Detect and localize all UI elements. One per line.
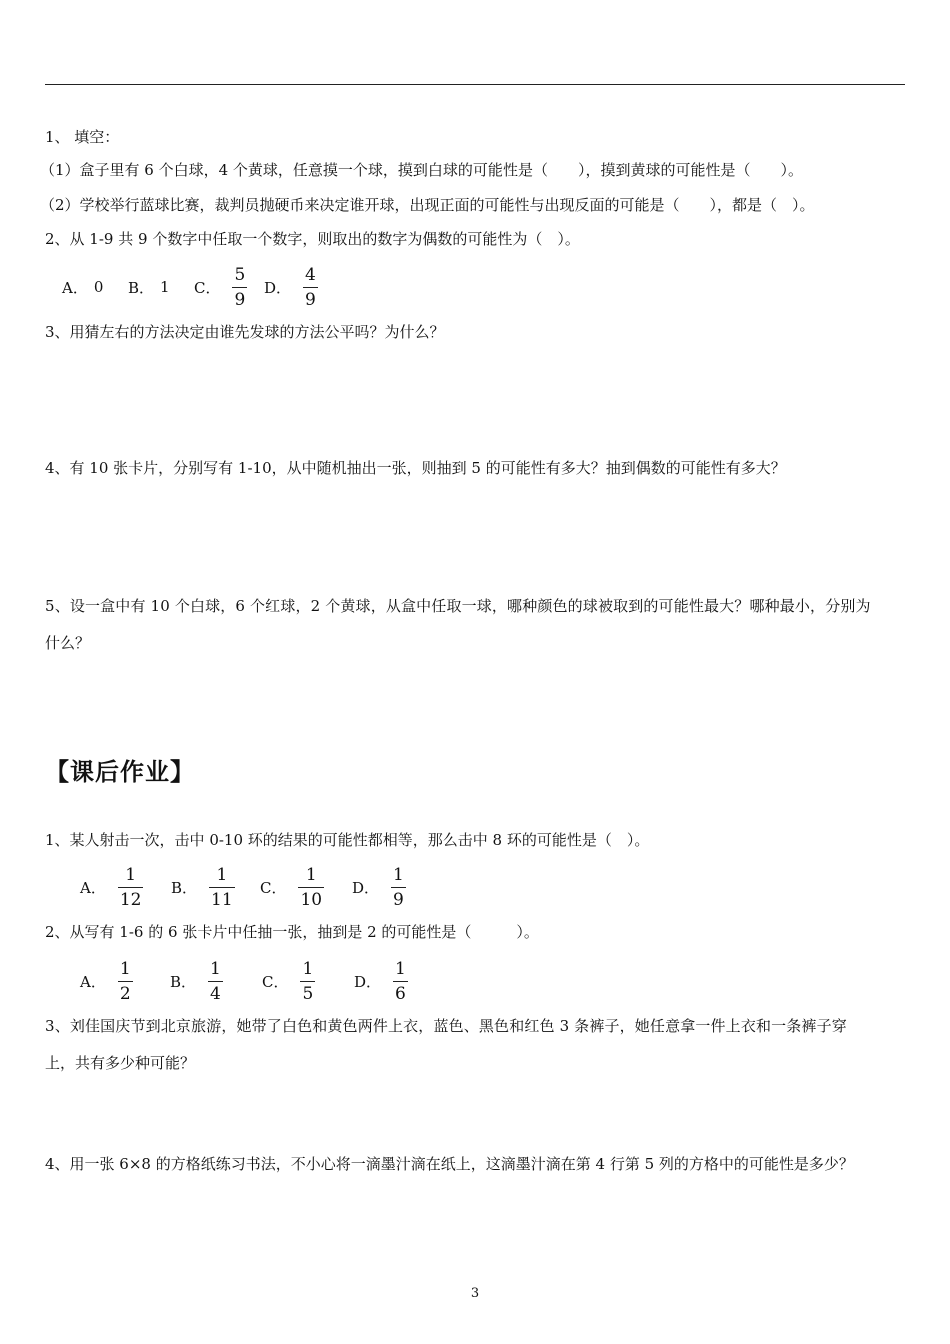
option-letter: B． bbox=[128, 278, 155, 297]
fraction bbox=[300, 959, 315, 1004]
h3-text-line1: 3、刘佳国庆节到北京旅游，她带了白色和黄色两件上衣，蓝色、黑色和红色 3 条裤子，她任意拿一件上衣和一条裤子穿 bbox=[45, 1017, 847, 1035]
q2-option-a bbox=[62, 262, 103, 312]
denominator: 10 bbox=[300, 889, 323, 910]
numerator: 4 bbox=[305, 264, 316, 285]
q5-text-line2: 什么？ bbox=[45, 634, 91, 652]
fraction-bar bbox=[118, 981, 133, 982]
denominator: 9 bbox=[393, 889, 404, 910]
option-letter: A． bbox=[62, 278, 88, 297]
option-letter: D． bbox=[354, 972, 382, 991]
denominator: 2 bbox=[119, 983, 131, 1004]
option-letter: C． bbox=[262, 972, 289, 991]
fraction bbox=[303, 265, 318, 310]
denominator: 9 bbox=[305, 289, 316, 310]
q1-part1: （1）盒子里有 6 个白球，4 个黄球，任意摸一个球，摸到白球的可能性是（ ），摸到黄球的可能性是（ ）。 bbox=[40, 161, 803, 179]
fraction-bar bbox=[393, 981, 408, 982]
h2-option-b bbox=[170, 956, 223, 1006]
h2-option-d bbox=[354, 956, 408, 1006]
numerator: 1 bbox=[302, 958, 314, 979]
option-letter: C． bbox=[260, 878, 287, 897]
option-letter: A． bbox=[80, 878, 106, 897]
fraction bbox=[232, 265, 247, 310]
denominator: 5 bbox=[302, 983, 314, 1004]
numerator: 1 bbox=[210, 958, 221, 979]
q2-text: 2、从 1-9 共 9 个数字中任取一个数字，则取出的数字为偶数的可能性为（ ）。 bbox=[45, 230, 580, 248]
fraction bbox=[391, 865, 406, 910]
denominator: 11 bbox=[211, 889, 233, 910]
option-letter: A． bbox=[80, 972, 106, 991]
q2-option-c bbox=[194, 262, 247, 312]
h2-option-c bbox=[262, 956, 315, 1006]
fraction-bar bbox=[298, 887, 324, 888]
fraction bbox=[209, 865, 235, 910]
numerator: 1 bbox=[125, 864, 137, 885]
fraction bbox=[208, 959, 223, 1004]
fraction-bar bbox=[303, 287, 318, 288]
q2-option-d bbox=[264, 262, 318, 312]
denominator: 6 bbox=[395, 983, 406, 1004]
denominator: 9 bbox=[234, 289, 246, 310]
numerator: 1 bbox=[119, 958, 131, 979]
fraction bbox=[393, 959, 408, 1004]
option-letter: C． bbox=[194, 278, 221, 297]
h1-option-b bbox=[171, 862, 235, 912]
numerator: 1 bbox=[305, 864, 317, 885]
numerator: 1 bbox=[395, 958, 406, 979]
fraction-bar bbox=[209, 887, 235, 888]
page-number: 3 bbox=[470, 1286, 480, 1301]
fraction bbox=[118, 959, 133, 1004]
option-value: 0 bbox=[93, 278, 104, 296]
q3-text: 3、用猜左右的方法决定由谁先发球的方法公平吗？为什么？ bbox=[45, 323, 445, 341]
h1-option-c bbox=[260, 862, 324, 912]
q2-option-b bbox=[128, 262, 170, 312]
header-rule bbox=[45, 84, 905, 85]
h1-text: 1、某人射击一次，击中 0-10 环的结果的可能性都相等，那么击中 8 环的可能性是（ ）。 bbox=[45, 831, 650, 849]
q5-text-line1: 5、设一盒中有 10 个白球，6 个红球，2 个黄球，从盒中任取一球，哪种颜色的球被取到的可能性最大？哪种最小，分别为 bbox=[45, 597, 871, 615]
option-letter: D． bbox=[264, 278, 292, 297]
homework-heading: 【课后作业】 bbox=[45, 758, 195, 786]
q4-text: 4、有 10 张卡片，分别写有 1-10，从中随机抽出一张，则抽到 5 的可能性有多大？抽到偶数的可能性有多大？ bbox=[45, 459, 786, 477]
q1-title: 1、 填空： bbox=[45, 128, 120, 146]
h4-text: 4、用一张 6×8 的方格纸练习书法，不小心将一滴墨汁滴在纸上，这滴墨汁滴在第 4 行第 5 列的方格中的可能性是多少？ bbox=[45, 1155, 854, 1173]
h3-text-line2: 上，共有多少种可能？ bbox=[45, 1054, 196, 1072]
fraction-bar bbox=[391, 887, 406, 888]
option-letter: B． bbox=[171, 878, 198, 897]
h2-option-a bbox=[80, 956, 133, 1006]
numerator: 5 bbox=[234, 264, 246, 285]
denominator: 4 bbox=[210, 983, 221, 1004]
numerator: 1 bbox=[393, 864, 404, 885]
h1-option-a bbox=[80, 862, 143, 912]
numerator: 1 bbox=[216, 864, 228, 885]
option-letter: D． bbox=[352, 878, 380, 897]
h2-text: 2、从写有 1-6 的 6 张卡片中任抽一张，抽到是 2 的可能性是（ ）。 bbox=[45, 923, 539, 941]
option-value: 1 bbox=[160, 278, 170, 296]
fraction bbox=[118, 865, 144, 910]
fraction-bar bbox=[232, 287, 247, 288]
fraction-bar bbox=[118, 887, 144, 888]
fraction-bar bbox=[208, 981, 223, 982]
option-letter: B． bbox=[170, 972, 197, 991]
denominator: 12 bbox=[119, 889, 142, 910]
h1-option-d bbox=[352, 862, 406, 912]
fraction-bar bbox=[300, 981, 315, 982]
fraction bbox=[298, 865, 324, 910]
q1-part2: （2）学校举行蓝球比赛，裁判员抛硬币来决定谁开球，出现正面的可能性与出现反面的可能是（ ），都是（ ）。 bbox=[40, 196, 815, 214]
